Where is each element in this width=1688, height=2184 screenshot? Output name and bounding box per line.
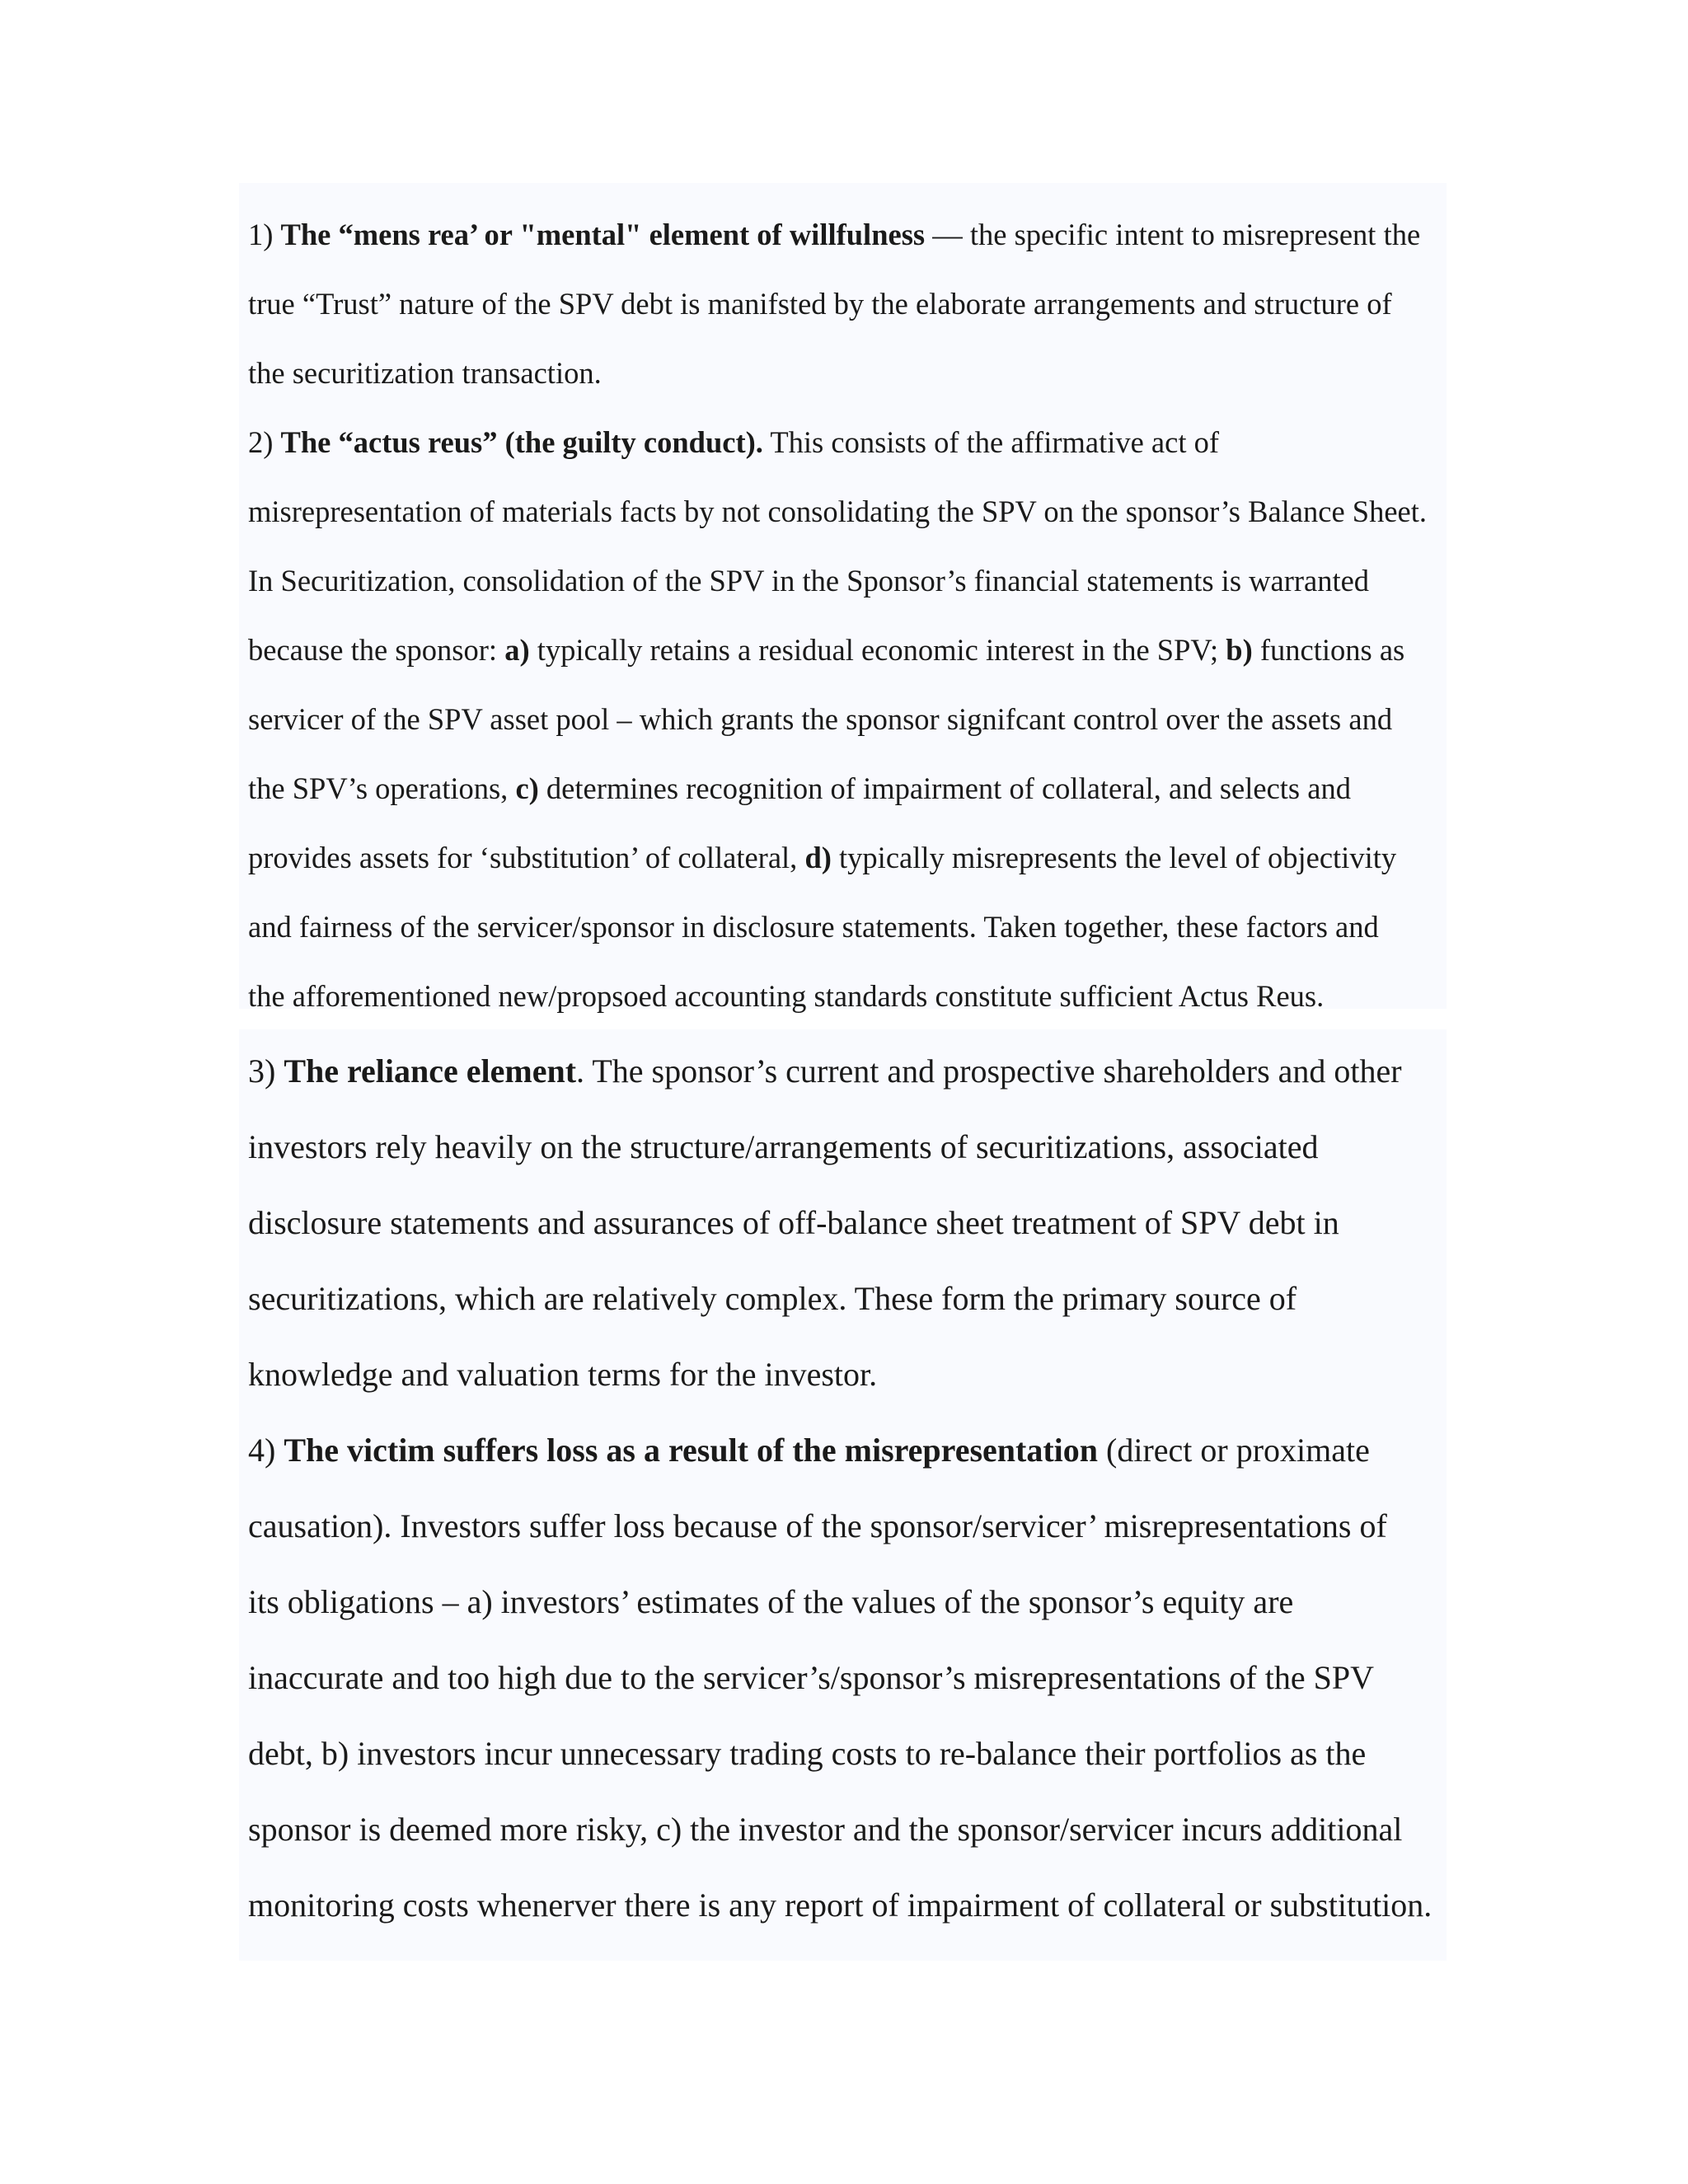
paragraph-2-line-5: servicer of the SPV asset pool – which grants the sponsor signifcant control over the assets and <box>248 702 1393 736</box>
paragraph-4-line-2: causation). Investors suffer loss because of the sponsor/servicer’ misrepresentations of <box>248 1507 1387 1544</box>
paragraph-2-line-2: misrepresentation of materials facts by not consolidating the SPV on the sponsor’s Balance Sheet. <box>248 494 1427 528</box>
paragraph-4-line-4: inaccurate and too high due to the servicer’s/sponsor’s misrepresentations of the SPV <box>248 1659 1374 1696</box>
paragraph-1-line-1: 1) The “mens rea’ or "mental" element of willfulness — the specific intent to misrepresent the <box>248 218 1421 251</box>
paragraph-4-line-6: sponsor is deemed more risky, c) the investor and the sponsor/servicer incurs additional <box>248 1811 1403 1848</box>
paragraph-2-line-7: provides assets for ‘substitution’ of collateral, d) typically misrepresents the level of objectivity <box>248 841 1397 874</box>
paragraph-2-heading: The “actus reus” (the guilty conduct). <box>280 425 763 459</box>
paragraph-3-heading: The reliance element <box>284 1052 577 1090</box>
paragraphs-small <box>239 183 1447 1013</box>
paragraph-4-line-5: debt, b) investors incur unnecessary trading costs to re-balance their portfolios as the <box>248 1735 1367 1772</box>
paragraph-3-line-5: knowledge and valuation terms for the investor. <box>248 1356 878 1393</box>
paragraph-2-line-8: and fairness of the servicer/sponsor in disclosure statements. Taken together, these factors and <box>248 910 1379 944</box>
paragraph-2-line-4: because the sponsor: a) typically retains a residual economic interest in the SPV; b) functions as <box>248 633 1405 667</box>
paragraph-4-line-3: its obligations – a) investors’ estimates of the values of the sponsor’s equity are <box>248 1583 1294 1620</box>
paragraph-3-line-2: investors rely heavily on the structure/arrangements of securitizations, associated <box>248 1128 1319 1165</box>
paragraph-2-line-1: 2) The “actus reus” (the guilty conduct). This consists of the affirmative act of <box>248 425 1220 459</box>
paragraph-3-line-3: disclosure statements and assurances of off-balance sheet treatment of SPV debt in <box>248 1204 1339 1241</box>
paragraph-2-line-3: In Securitization, consolidation of the SPV in the Sponsor’s financial statements is warranted <box>248 564 1370 598</box>
paragraph-1-line-2: true “Trust” nature of the SPV debt is manifsted by the elaborate arrangements and structure of <box>248 287 1392 321</box>
paragraph-4-line-1: 4) The victim suffers loss as a result of the misrepresentation (direct or proximate <box>248 1432 1370 1469</box>
paragraph-1-line-3: the securitization transaction. <box>248 356 602 390</box>
paragraph-4-line-7: monitoring costs whenerver there is any report of impairment of collateral or substitution. <box>248 1886 1432 1924</box>
paragraph-2-line-6: the SPV’s operations, c) determines recognition of impairment of collateral, and selects and <box>248 771 1351 805</box>
paragraphs-large <box>239 1029 1447 1961</box>
paragraph-1-heading: The “mens rea’ or "mental" element of willfulness <box>280 218 926 251</box>
paragraph-3-line-1: 3) The reliance element. The sponsor’s current and prospective shareholders and other <box>248 1052 1402 1090</box>
paragraph-4-heading: The victim suffers loss as a result of the misrepresentation <box>284 1432 1099 1469</box>
paragraph-3-line-4: securitizations, which are relatively complex. These form the primary source of <box>248 1280 1297 1317</box>
paragraph-2-line-9: the afforementioned new/propsoed accounting standards constitute sufficient Actus Reus. <box>248 979 1325 1013</box>
